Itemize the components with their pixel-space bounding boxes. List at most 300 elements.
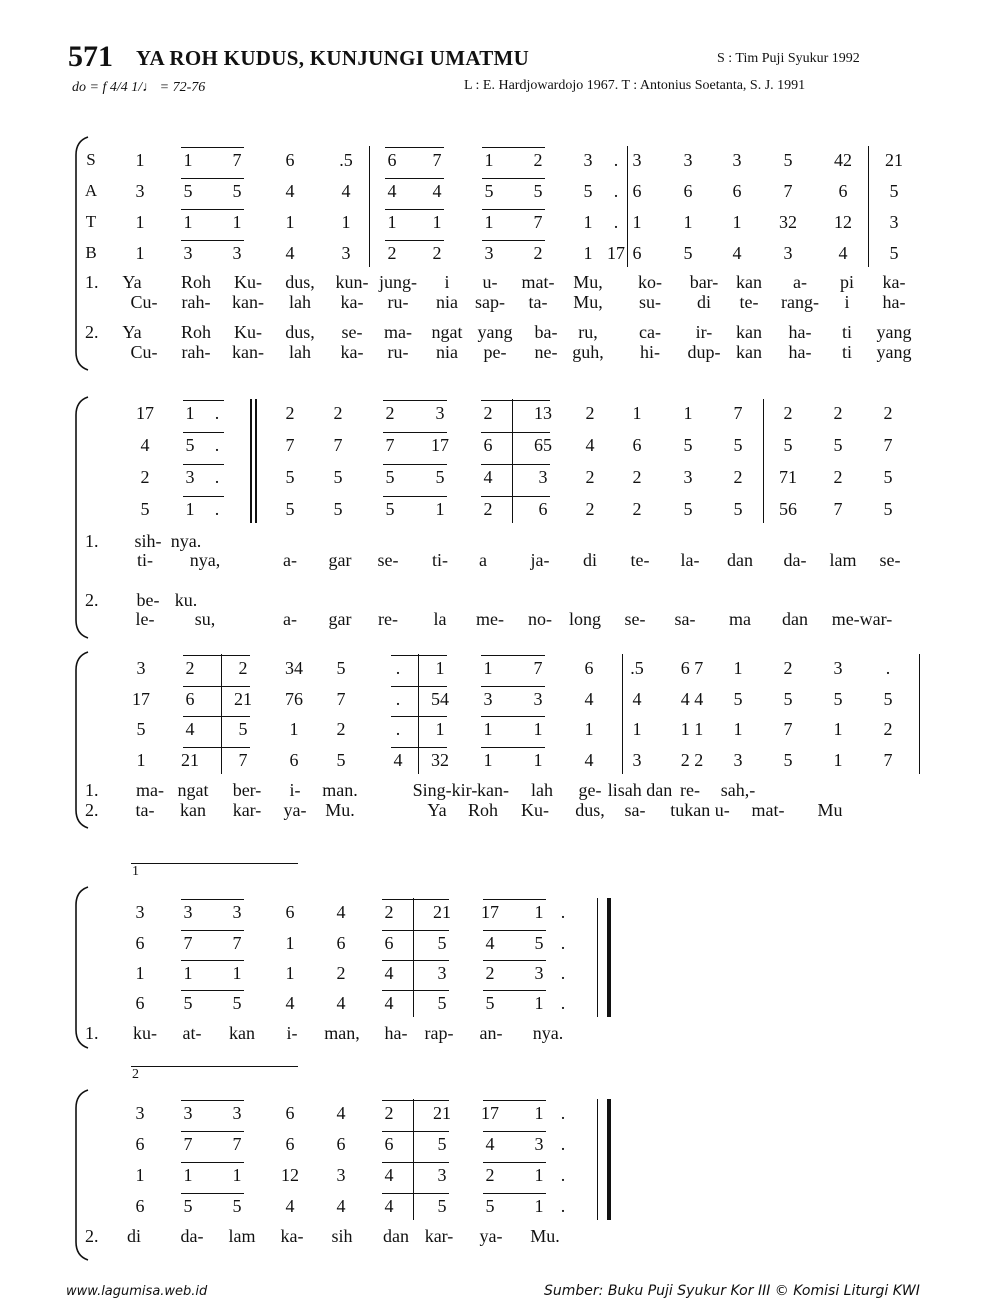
lyric-syllable: ka- [340, 342, 364, 362]
note: . [560, 933, 566, 953]
lyric-syllable: rah- [181, 342, 211, 362]
note: 5 [833, 435, 843, 455]
bar-line [763, 399, 764, 523]
lyric-syllable: su- [639, 292, 661, 312]
lyric-syllable: yang [477, 322, 513, 342]
note: 1 [534, 1165, 544, 1185]
beam [391, 716, 447, 717]
note: 2 [883, 719, 893, 739]
lyric-syllable: me- [476, 609, 504, 629]
lyric-syllable: Cu- [130, 292, 158, 312]
lyric-syllable: Roh [180, 322, 211, 342]
note: 6 [185, 689, 195, 709]
note: 7 [336, 689, 346, 709]
note: 1 [183, 963, 193, 983]
lyric-syllable: ca- [639, 322, 661, 342]
note: 2 [533, 150, 543, 170]
lyric-syllable: ta- [135, 800, 155, 820]
beam [181, 178, 244, 179]
note: 5 [683, 499, 693, 519]
note: 5 [232, 181, 242, 201]
lyric-syllable: sah,- [720, 780, 756, 800]
lyric-syllable: Ku- [234, 272, 262, 292]
final-bar-line [597, 898, 598, 1017]
beam [183, 400, 224, 401]
lyric-syllable: Mu [817, 800, 843, 820]
lyric-syllable: dus, [285, 272, 315, 292]
note: 6 [285, 1103, 295, 1123]
lyric-syllable: ha- [788, 342, 812, 362]
note: 2 [333, 403, 343, 423]
note: 54 [431, 689, 449, 709]
note: 1 [341, 212, 351, 232]
beam [385, 147, 444, 148]
note: 42 [834, 150, 852, 170]
note: 6 7 [680, 658, 704, 678]
note: 3 [484, 243, 494, 263]
lyric-syllable: se- [879, 550, 901, 570]
note: . [560, 993, 566, 1013]
note: 3 [135, 1103, 145, 1123]
note: 1 [632, 719, 642, 739]
note: 4 [384, 1165, 394, 1185]
note: 2 [336, 719, 346, 739]
note: 4 [584, 750, 594, 770]
note: 5 [183, 993, 193, 1013]
note: 6 [135, 933, 145, 953]
note: 1 [584, 719, 594, 739]
note: 1 [435, 499, 445, 519]
beam [481, 400, 550, 401]
note: 1 [732, 212, 742, 232]
note: 1 [484, 150, 494, 170]
lyric-syllable: man, [324, 1023, 360, 1043]
lyric-syllable: dan [782, 609, 808, 629]
note: 2 [483, 403, 493, 423]
lyric-syllable: a- [283, 550, 297, 570]
volta-number: 1 [132, 864, 139, 879]
verse-number: 1. [85, 531, 99, 551]
note: 5 [485, 993, 495, 1013]
note: 6 [632, 181, 642, 201]
bar-line [413, 898, 414, 1017]
lyric-syllable: me-war- [831, 609, 893, 629]
final-bar-line [607, 1099, 611, 1220]
lyric-syllable: lah [531, 780, 553, 800]
lyric-syllable: kan [736, 272, 762, 292]
lyric-syllable: kar- [232, 800, 262, 820]
note: 3 [632, 750, 642, 770]
note: 4 [732, 243, 742, 263]
note: 4 [285, 1196, 295, 1216]
note: . [560, 1103, 566, 1123]
note: . [395, 689, 401, 709]
lyric-syllable: guh, [572, 342, 604, 362]
lyric-syllable: be- [136, 590, 160, 610]
bar-line [369, 146, 370, 267]
lyric-syllable: ta- [528, 292, 548, 312]
note: 4 [485, 933, 495, 953]
lyric-syllable: ma [729, 609, 751, 629]
lyric-syllable: ru- [387, 342, 409, 362]
note: 7 [285, 435, 295, 455]
note: 21 [885, 150, 903, 170]
note: 5 [484, 181, 494, 201]
note: 7 [232, 150, 242, 170]
note: 1 [285, 963, 295, 983]
lyric-syllable: se- [341, 322, 363, 342]
note: 2 [238, 658, 248, 678]
note: 1 [135, 243, 145, 263]
repeat-bar-line [250, 399, 252, 523]
lyric-syllable: di [126, 1226, 141, 1246]
note: 4 [585, 435, 595, 455]
note: 5 [136, 719, 146, 739]
lyric-syllable: ya- [283, 800, 307, 820]
voice-label-s: S [86, 150, 96, 169]
verse-number: 2. [85, 1226, 99, 1246]
note: 3 [135, 902, 145, 922]
note: 1 [533, 719, 543, 739]
hymn-title: YA ROH KUDUS, KUNJUNGI UMATMU [136, 46, 530, 70]
beam [382, 1100, 449, 1101]
note: 6 [384, 933, 394, 953]
note: 21 [433, 902, 451, 922]
final-bar-line [597, 1099, 598, 1220]
lyric-syllable: lam [829, 550, 857, 570]
note: 3 [183, 902, 193, 922]
note: . [214, 435, 220, 455]
lyric-syllable: kan [229, 1023, 255, 1043]
beam [481, 432, 550, 433]
note: 71 [779, 467, 797, 487]
lyric-syllable: yang [876, 342, 912, 362]
note: 7 [333, 435, 343, 455]
note: 5 [883, 499, 893, 519]
note: 5 [385, 467, 395, 487]
note: 5 [733, 435, 743, 455]
lyric-syllable: Cu- [130, 342, 158, 362]
lyric-syllable: ko- [638, 272, 662, 292]
lyric-syllable: da- [783, 550, 807, 570]
note: 1 [135, 212, 145, 232]
note: 7 [883, 435, 893, 455]
repeat-bar-line [255, 399, 257, 523]
lyric-syllable: ha- [788, 322, 812, 342]
note: 5 [333, 499, 343, 519]
beam [481, 464, 550, 465]
lyric-syllable: lisah dan [607, 780, 673, 800]
note: 1 [632, 403, 642, 423]
note: 6 [387, 150, 397, 170]
beam [385, 178, 444, 179]
lyric-syllable: yang [876, 322, 912, 342]
note: 4 4 [680, 689, 704, 709]
verse-number: 2. [85, 590, 99, 610]
note: . [613, 150, 619, 170]
note: 6 [384, 1134, 394, 1154]
note: 6 [289, 750, 299, 770]
note: 4 [393, 750, 403, 770]
lyric-syllable: te- [739, 292, 759, 312]
lyric-syllable: Mu, [573, 292, 603, 312]
lyric-syllable: lah [289, 342, 311, 362]
lyric-syllable: Ya [427, 800, 447, 820]
lyric-syllable: ku. [174, 590, 198, 610]
lyric-syllable: mat- [751, 800, 785, 820]
note: . [613, 181, 619, 201]
beam [181, 209, 244, 210]
note: 12 [834, 212, 852, 232]
note: 2 [336, 963, 346, 983]
lyric-syllable: a- [793, 272, 807, 292]
note: 3 [533, 689, 543, 709]
beam [383, 496, 447, 497]
note: 2 [485, 1165, 495, 1185]
system-brace [68, 135, 92, 372]
note: 5 [385, 499, 395, 519]
note: 1 [136, 750, 146, 770]
note: . [560, 1165, 566, 1185]
note: 7 [533, 658, 543, 678]
lyric-syllable: dan [727, 550, 753, 570]
note: 3 [833, 658, 843, 678]
note: 7 [183, 1134, 193, 1154]
note: 4 [140, 435, 150, 455]
note: 1 [583, 212, 593, 232]
lyric-syllable: sa- [674, 609, 696, 629]
voice-label-a: A [84, 181, 98, 200]
note: 5 [183, 1196, 193, 1216]
note: . [560, 1134, 566, 1154]
note: .5 [630, 658, 644, 678]
note: 3 [538, 467, 548, 487]
note: 4 [384, 993, 394, 1013]
brace-path [76, 397, 88, 638]
note: 17 [136, 403, 154, 423]
lyric-syllable: jung- [379, 272, 417, 292]
note: 3 [483, 689, 493, 709]
lyric-syllable: ge- [578, 780, 602, 800]
note: 3 [534, 1134, 544, 1154]
lyric-syllable: ha- [384, 1023, 408, 1043]
note: 21 [433, 1103, 451, 1123]
note: 2 2 [680, 750, 704, 770]
note: . [395, 658, 401, 678]
lyric-syllable: dan [383, 1226, 409, 1246]
note: 1 [632, 212, 642, 232]
system-brace [68, 395, 92, 640]
note: 2 [585, 403, 595, 423]
hymn-number: 571 [68, 40, 113, 73]
note: 1 [483, 658, 493, 678]
note: 5 [683, 243, 693, 263]
brace-path [76, 1090, 88, 1260]
lyric-syllable: ti- [432, 550, 448, 570]
bar-line [622, 654, 623, 774]
note: 5 [336, 750, 346, 770]
note: 13 [534, 403, 552, 423]
lyric-syllable: sih [331, 1226, 353, 1246]
lyric-syllable: ru, [578, 322, 598, 342]
note: 2 [883, 403, 893, 423]
lyric-syllable: at- [182, 1023, 202, 1043]
note: 1 [483, 719, 493, 739]
lyric-syllable: nya. [532, 1023, 564, 1043]
beam [382, 899, 449, 900]
beam [382, 1162, 449, 1163]
lyric-syllable: te- [630, 550, 650, 570]
lyric-syllable: Ya [122, 322, 142, 342]
note: 17 [607, 243, 625, 263]
note: 5 [485, 1196, 495, 1216]
note: 12 [281, 1165, 299, 1185]
note: 6 [683, 181, 693, 201]
note: 2 [632, 499, 642, 519]
lyric-syllable: mat- [521, 272, 555, 292]
note: 5 [437, 993, 447, 1013]
note: 7 [833, 499, 843, 519]
beam [483, 1162, 546, 1163]
beam [181, 1193, 244, 1194]
brace-path [76, 137, 88, 370]
lyric-syllable: u- [482, 272, 498, 292]
note: 2 [483, 499, 493, 519]
lyric-syllable: la- [680, 550, 700, 570]
note: 6 [483, 435, 493, 455]
beam [181, 1162, 244, 1163]
note: 3 [437, 1165, 447, 1185]
bar-line [413, 1099, 414, 1220]
note: . [560, 963, 566, 983]
note: .5 [339, 150, 353, 170]
lyric-syllable: hi- [640, 342, 660, 362]
lyric-syllable: nia [436, 292, 458, 312]
note: 3 [136, 658, 146, 678]
lyric-syllable: le- [135, 609, 155, 629]
beam [481, 747, 545, 748]
lyric-syllable: la [433, 609, 447, 629]
bar-line [221, 654, 222, 774]
note: 4 [285, 993, 295, 1013]
note: 2 [140, 467, 150, 487]
note: 32 [779, 212, 797, 232]
note: 4 [336, 902, 346, 922]
lyric-syllable: kar- [424, 1226, 454, 1246]
footer-source: Sumber: Buku Puji Syukur Kor III © Komisi Liturgi KWI [544, 1283, 920, 1299]
note: 3 [183, 1103, 193, 1123]
note: 4 [285, 243, 295, 263]
note: 2 [385, 403, 395, 423]
note: 2 [733, 467, 743, 487]
beam [382, 960, 449, 961]
note: 1 [185, 499, 195, 519]
beam [482, 178, 545, 179]
lyric-syllable: Sing-kir- [412, 780, 478, 800]
note: 6 [336, 1134, 346, 1154]
note: 3 [683, 150, 693, 170]
note: 2 [185, 658, 195, 678]
note: 4 [285, 181, 295, 201]
lyric-syllable: ku- [133, 1023, 157, 1043]
lyric-syllable: ma- [384, 322, 412, 342]
lyric-syllable: kan- [232, 342, 264, 362]
beam [385, 240, 444, 241]
lyric-syllable: kan [736, 342, 762, 362]
lyric-syllable: ti [841, 342, 852, 362]
brace-path [76, 887, 88, 1048]
lyric-syllable: i- [289, 780, 301, 800]
note: 2 [833, 403, 843, 423]
note: 1 [534, 902, 544, 922]
note: 6 [285, 902, 295, 922]
note: 3 [232, 1103, 242, 1123]
note: 17 [481, 1103, 499, 1123]
note: 17 [481, 902, 499, 922]
note: 2 [585, 499, 595, 519]
beam [183, 464, 224, 465]
note: 1 1 [680, 719, 704, 739]
note: 6 [632, 435, 642, 455]
lyric-syllable: ti- [137, 550, 153, 570]
note: 5 [333, 467, 343, 487]
note: 1 [232, 212, 242, 232]
note: 2 [533, 243, 543, 263]
beam [183, 432, 224, 433]
note: 5 [140, 499, 150, 519]
note: 1 [483, 750, 493, 770]
note: . [885, 658, 891, 678]
note: 5 [534, 933, 544, 953]
lyric-syllable: di [582, 550, 597, 570]
note: 1 [232, 1165, 242, 1185]
bar-line [868, 146, 869, 267]
note: 1 [285, 933, 295, 953]
lyric-syllable: ngat [431, 322, 463, 342]
lyric-syllable: bar- [689, 272, 719, 292]
beam [382, 990, 449, 991]
beam [481, 655, 545, 656]
note: 6 [538, 499, 548, 519]
system-brace [68, 885, 92, 1050]
lyric-syllable: ru- [387, 292, 409, 312]
volta-number: 2 [132, 1067, 139, 1082]
bar-line [512, 399, 513, 523]
note: 76 [285, 689, 303, 709]
note: 1 [534, 1103, 544, 1123]
beam [183, 716, 250, 717]
volta-bracket [131, 1066, 298, 1067]
note: . [214, 499, 220, 519]
note: 3 [534, 963, 544, 983]
note: 34 [285, 658, 303, 678]
note: 21 [234, 689, 252, 709]
lyric-syllable: kan [736, 322, 762, 342]
beam [183, 747, 250, 748]
lyric-syllable: a- [283, 609, 297, 629]
lyric-syllable: pi [839, 272, 854, 292]
brace-path [76, 652, 88, 828]
note: 3 [783, 243, 793, 263]
note: 5 [733, 499, 743, 519]
final-bar-line [607, 898, 611, 1017]
note: 3 [232, 902, 242, 922]
note: 7 [238, 750, 248, 770]
beam [181, 147, 244, 148]
note: 65 [534, 435, 552, 455]
note: 5 [285, 467, 295, 487]
note: 1 [183, 150, 193, 170]
